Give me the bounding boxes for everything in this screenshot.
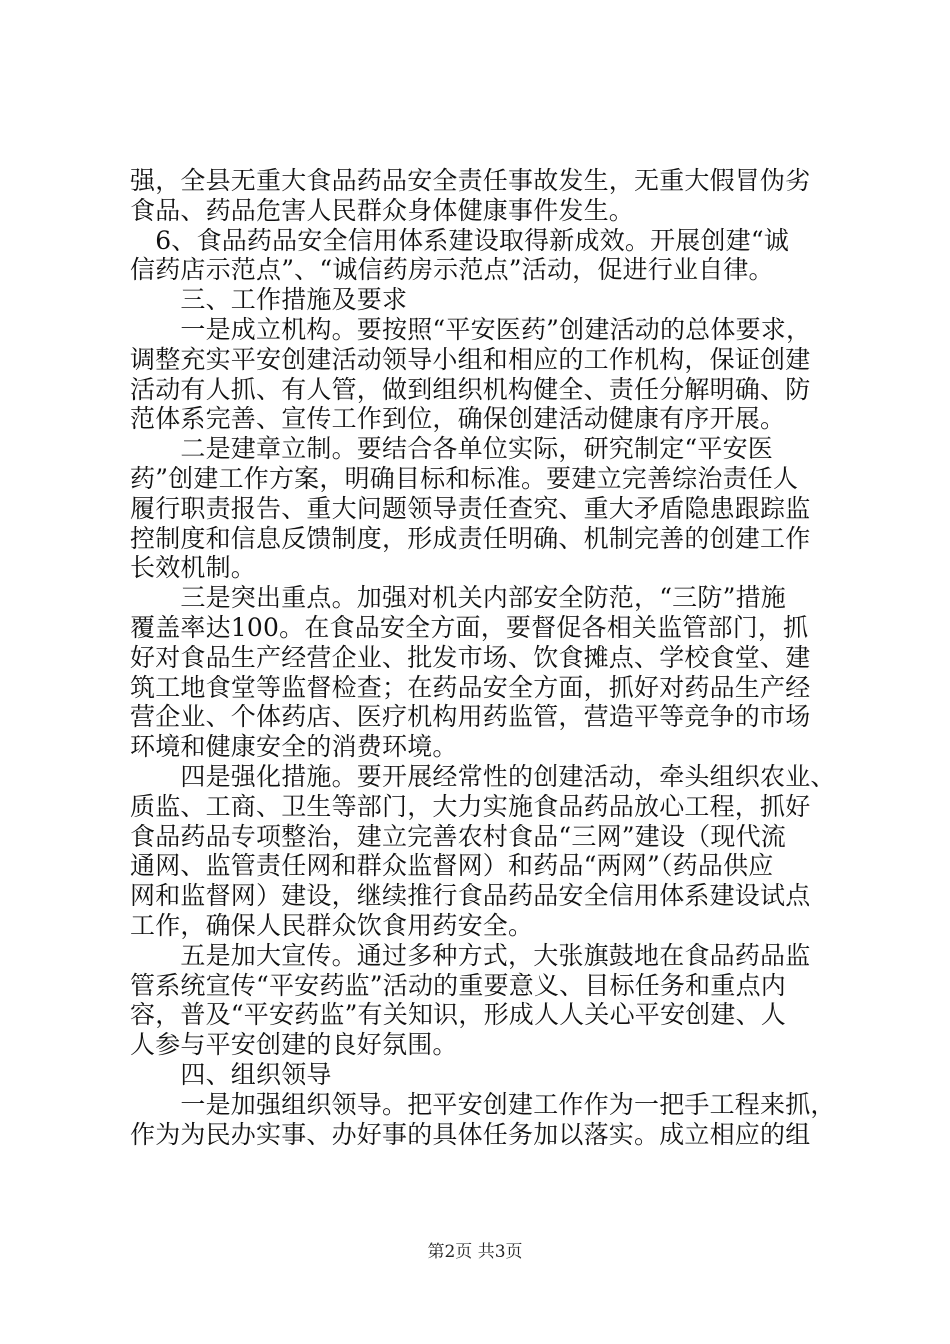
text-line: 食品药品专项整治，建立完善农村食品“三网”建设（现代流 — [130, 821, 786, 851]
page-footer: 第2页 共3页 — [427, 1242, 523, 1262]
text-line: 一是成立机构。要按照“平安医药”创建活动的总体要求， — [130, 314, 812, 344]
text-line: 质监、工商、卫生等部门，大力实施食品药品放心工程，抓好 — [130, 791, 811, 821]
text-line: 管系统宣传“平安药监”活动的重要意义、目标任务和重点内 — [130, 970, 786, 1000]
text-line: 好对食品生产经营企业、批发市场、饮食摊点、学校食堂、建 — [130, 642, 811, 672]
text-line: 五是加大宣传。通过多种方式，大张旗鼓地在食品药品监 — [130, 940, 811, 970]
text-line: 四是强化措施。要开展经常性的创建活动，牵头组织农业、 — [130, 761, 836, 791]
text-line: 三是突出重点。加强对机关内部安全防范，“三防”措施 — [130, 583, 786, 613]
text-line: 控制度和信息反馈制度，形成责任明确、机制完善的创建工作 — [130, 523, 811, 553]
text-line: 药”创建工作方案，明确目标和标准。要建立完善综治责任人 — [130, 463, 799, 493]
text-line: 一是加强组织领导。把平安创建工作作为一把手工程来抓， — [130, 1089, 836, 1119]
text-line: 人参与平安创建的良好氛围。 — [130, 1030, 458, 1060]
text-line: 信药店示范点”、“诚信药房示范点”活动，促进行业自律。 — [130, 255, 774, 285]
text-line: 长效机制。 — [130, 553, 257, 583]
text-line: 四、组织领导 — [130, 1059, 332, 1089]
text-line: 活动有人抓、有人管，做到组织机构健全、责任分解明确、防 — [130, 374, 811, 404]
document-body — [130, 166, 836, 1149]
text-line: 6、食品药品安全信用体系建设取得新成效。开展创建“诚 — [130, 225, 790, 255]
text-line: 覆盖率达100。在食品安全方面，要督促各相关监管部门，抓 — [130, 612, 809, 642]
text-line: 二是建章立制。要结合各单位实际，研究制定“平安医 — [130, 434, 773, 464]
text-line: 强，全县无重大食品药品安全责任事故发生，无重大假冒伪劣 — [130, 166, 811, 195]
text-line: 网和监督网）建设，继续推行食品药品安全信用体系建设试点 — [130, 881, 811, 911]
text-line: 作为为民办实事、办好事的具体任务加以落实。成立相应的组 — [130, 1119, 811, 1149]
text-line: 调整充实平安创建活动领导小组和相应的工作机构，保证创建 — [130, 344, 811, 374]
text-line: 食品、药品危害人民群众身体健康事件发生。 — [130, 195, 635, 225]
text-line: 三、工作措施及要求 — [130, 285, 408, 315]
text-line: 容，普及“平安药监”有关知识，形成人人关心平安创建、人 — [130, 1000, 786, 1030]
text-line: 工作，确保人民群众饮食用药安全。 — [130, 910, 534, 940]
text-line: 营企业、个体药店、医疗机构用药监管，营造平等竞争的市场 — [130, 702, 811, 732]
text-line: 通网、监管责任网和群众监督网）和药品“两网”（药品供应 — [130, 851, 774, 881]
text-line: 范体系完善、宣传工作到位，确保创建活动健康有序开展。 — [130, 404, 786, 434]
text-line: 履行职责报告、重大问题领导责任查究、重大矛盾隐患跟踪监 — [130, 493, 811, 523]
text-line: 环境和健康安全的消费环境。 — [130, 732, 458, 762]
text-line: 筑工地食堂等监督检查；在药品安全方面，抓好对药品生产经 — [130, 672, 811, 702]
